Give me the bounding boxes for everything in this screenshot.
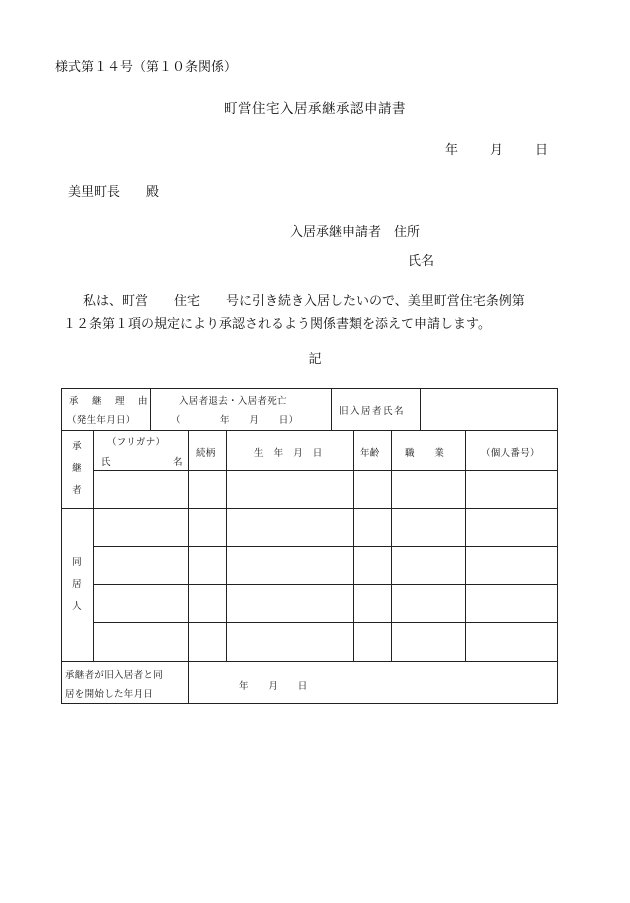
form-number: 様式第１４号（第１０条関係） — [55, 60, 238, 75]
divider — [93, 622, 558, 623]
divider — [93, 470, 558, 471]
relation-header: 続柄 — [196, 448, 216, 459]
successor-label — [70, 436, 84, 502]
divider — [93, 584, 558, 585]
shimei-header-1: 氏 — [101, 457, 111, 468]
reason-sub-label: （発生年月日） — [67, 415, 136, 426]
divider — [61, 508, 558, 509]
start-date-label-line-2: 居を開始した年月日 — [65, 689, 154, 700]
ki-heading: 記 — [308, 352, 322, 367]
shimei-header-2: 名 — [173, 457, 183, 468]
furigana-header: （フリガナ） — [107, 437, 166, 448]
start-date-value: 年 月 日 — [239, 681, 308, 692]
successor-char: 承 — [72, 441, 82, 452]
age-header: 年齢 — [360, 448, 380, 459]
birthdate-header: 生 年 月 日 — [254, 448, 323, 459]
start-date-label-line-1: 承継者が旧入居者と同 — [65, 670, 164, 681]
statement-line-2: １２条第１項の規定により承認されるよう関係書類を添えて申請します。 — [63, 317, 491, 332]
application-date — [445, 139, 548, 158]
divider — [331, 388, 332, 430]
cohabitant-label — [70, 552, 84, 618]
reason-options: 入居者退去・入居者死亡 — [179, 396, 287, 407]
divider — [61, 661, 558, 662]
table-border-top — [61, 388, 558, 389]
table-border-left — [61, 388, 62, 704]
document-title: 町営住宅入居承継承認申請書 — [224, 101, 406, 117]
divider — [61, 430, 558, 431]
statement-line-1: 私は、町営 住宅 号に引き続き入居したいので、美里町営住宅条例第 — [83, 294, 525, 309]
applicant-address-label: 入居承継申請者 住所 — [290, 225, 421, 240]
date-year: 年 — [445, 143, 459, 158]
divider — [93, 546, 558, 547]
applicant-name-label: 氏名 — [408, 254, 435, 269]
divider — [150, 388, 151, 430]
personal-number-header: （個人番号） — [481, 448, 540, 459]
date-day: 日 — [535, 143, 549, 158]
successor-char: 者 — [72, 485, 82, 496]
occupation-header: 職 業 — [405, 448, 445, 459]
table-border-bottom — [61, 703, 558, 704]
reason-date: （ 年 月 日） — [171, 415, 299, 426]
divider — [420, 388, 421, 430]
succession-table — [61, 388, 558, 704]
cohabitant-char: 同 — [72, 557, 82, 568]
divider — [188, 430, 189, 704]
request-statement — [57, 290, 587, 336]
date-month: 月 — [490, 143, 504, 158]
cohabitant-char: 人 — [72, 601, 82, 612]
successor-char: 継 — [72, 463, 82, 474]
reason-label: 承 継 理 由 — [69, 396, 150, 407]
old-tenant-label: 旧入居者氏名 — [339, 406, 406, 417]
addressee: 美里町長 殿 — [68, 185, 160, 200]
cohabitant-char: 居 — [72, 579, 82, 590]
